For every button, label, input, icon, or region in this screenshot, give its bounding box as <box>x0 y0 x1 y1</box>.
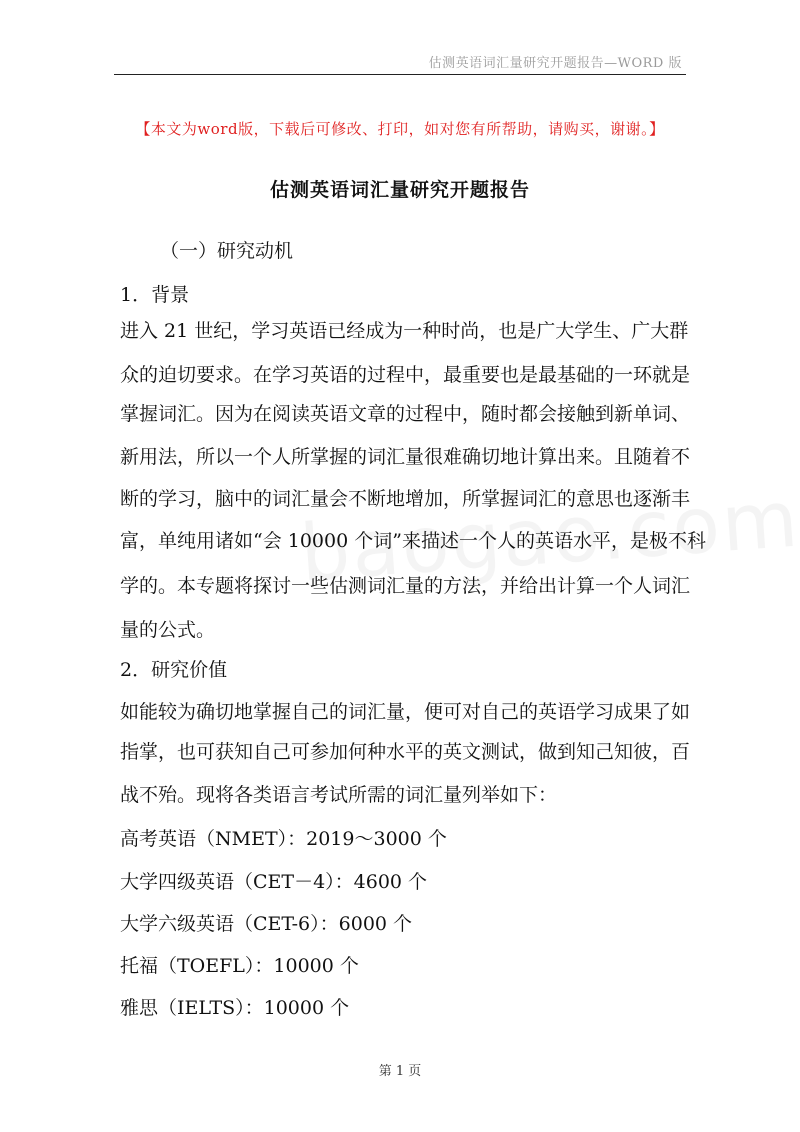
section-heading: （一）研究动机 <box>160 240 294 262</box>
exam-item-cet4: 大学四级英语（CET－4）：4600 个 <box>120 871 428 893</box>
background-line-5: 断的学习，脑中的词汇量会不断地增加，所掌握词汇的意思也逐渐丰 <box>120 488 691 510</box>
exam-item-cet6: 大学六级英语（CET-6）：6000 个 <box>120 913 413 935</box>
exam-item-nmet: 高考英语（NMET）：2019～3000 个 <box>120 828 447 850</box>
background-line-2: 众的迫切要求。在学习英语的过程中，最重要也是最基础的一环就是 <box>120 364 691 386</box>
value-line-2: 指掌，也可获知自己可参加何种水平的英文测试，做到知己知彼，百 <box>120 741 691 763</box>
exam-item-ielts: 雅思（IELTS）：10000 个 <box>120 997 350 1019</box>
purchase-notice: 【本文为word版，下载后可修改、打印，如对您有所帮助，请购买，谢谢。】 <box>135 120 665 138</box>
exam-item-toefl: 托福（TOEFL）：10000 个 <box>120 955 359 977</box>
background-line-4: 新用法，所以一个人所掌握的词汇量很难确切地计算出来。且随着不 <box>120 446 691 468</box>
page-number: 第 1 页 <box>378 1064 422 1079</box>
running-header: 估测英语词汇量研究开题报告—WORD 版 <box>428 56 682 71</box>
background-line-8: 量的公式。 <box>120 619 216 641</box>
background-heading: 1．背景 <box>120 284 190 306</box>
value-line-3: 战不殆。现将各类语言考试所需的词汇量列举如下： <box>120 784 558 806</box>
background-line-6: 富，单纯用诸如“会 10000 个词”来描述一个人的英语水平，是极不科 <box>120 530 706 552</box>
background-line-3: 掌握词汇。因为在阅读英语文章的过程中，随时都会接触到新单词、 <box>120 403 691 425</box>
background-line-1: 进入 21 世纪，学习英语已经成为一种时尚，也是广大学生、广大群 <box>120 320 689 342</box>
document-title: 估测英语词汇量研究开题报告 <box>269 179 530 201</box>
header-rule <box>114 74 686 75</box>
value-heading: 2．研究价值 <box>120 659 228 681</box>
value-line-1: 如能较为确切地掌握自己的词汇量，便可对自己的英语学习成果了如 <box>120 701 691 723</box>
background-line-7: 学的。本专题将探讨一些估测词汇量的方法，并给出计算一个人词汇 <box>120 575 691 597</box>
